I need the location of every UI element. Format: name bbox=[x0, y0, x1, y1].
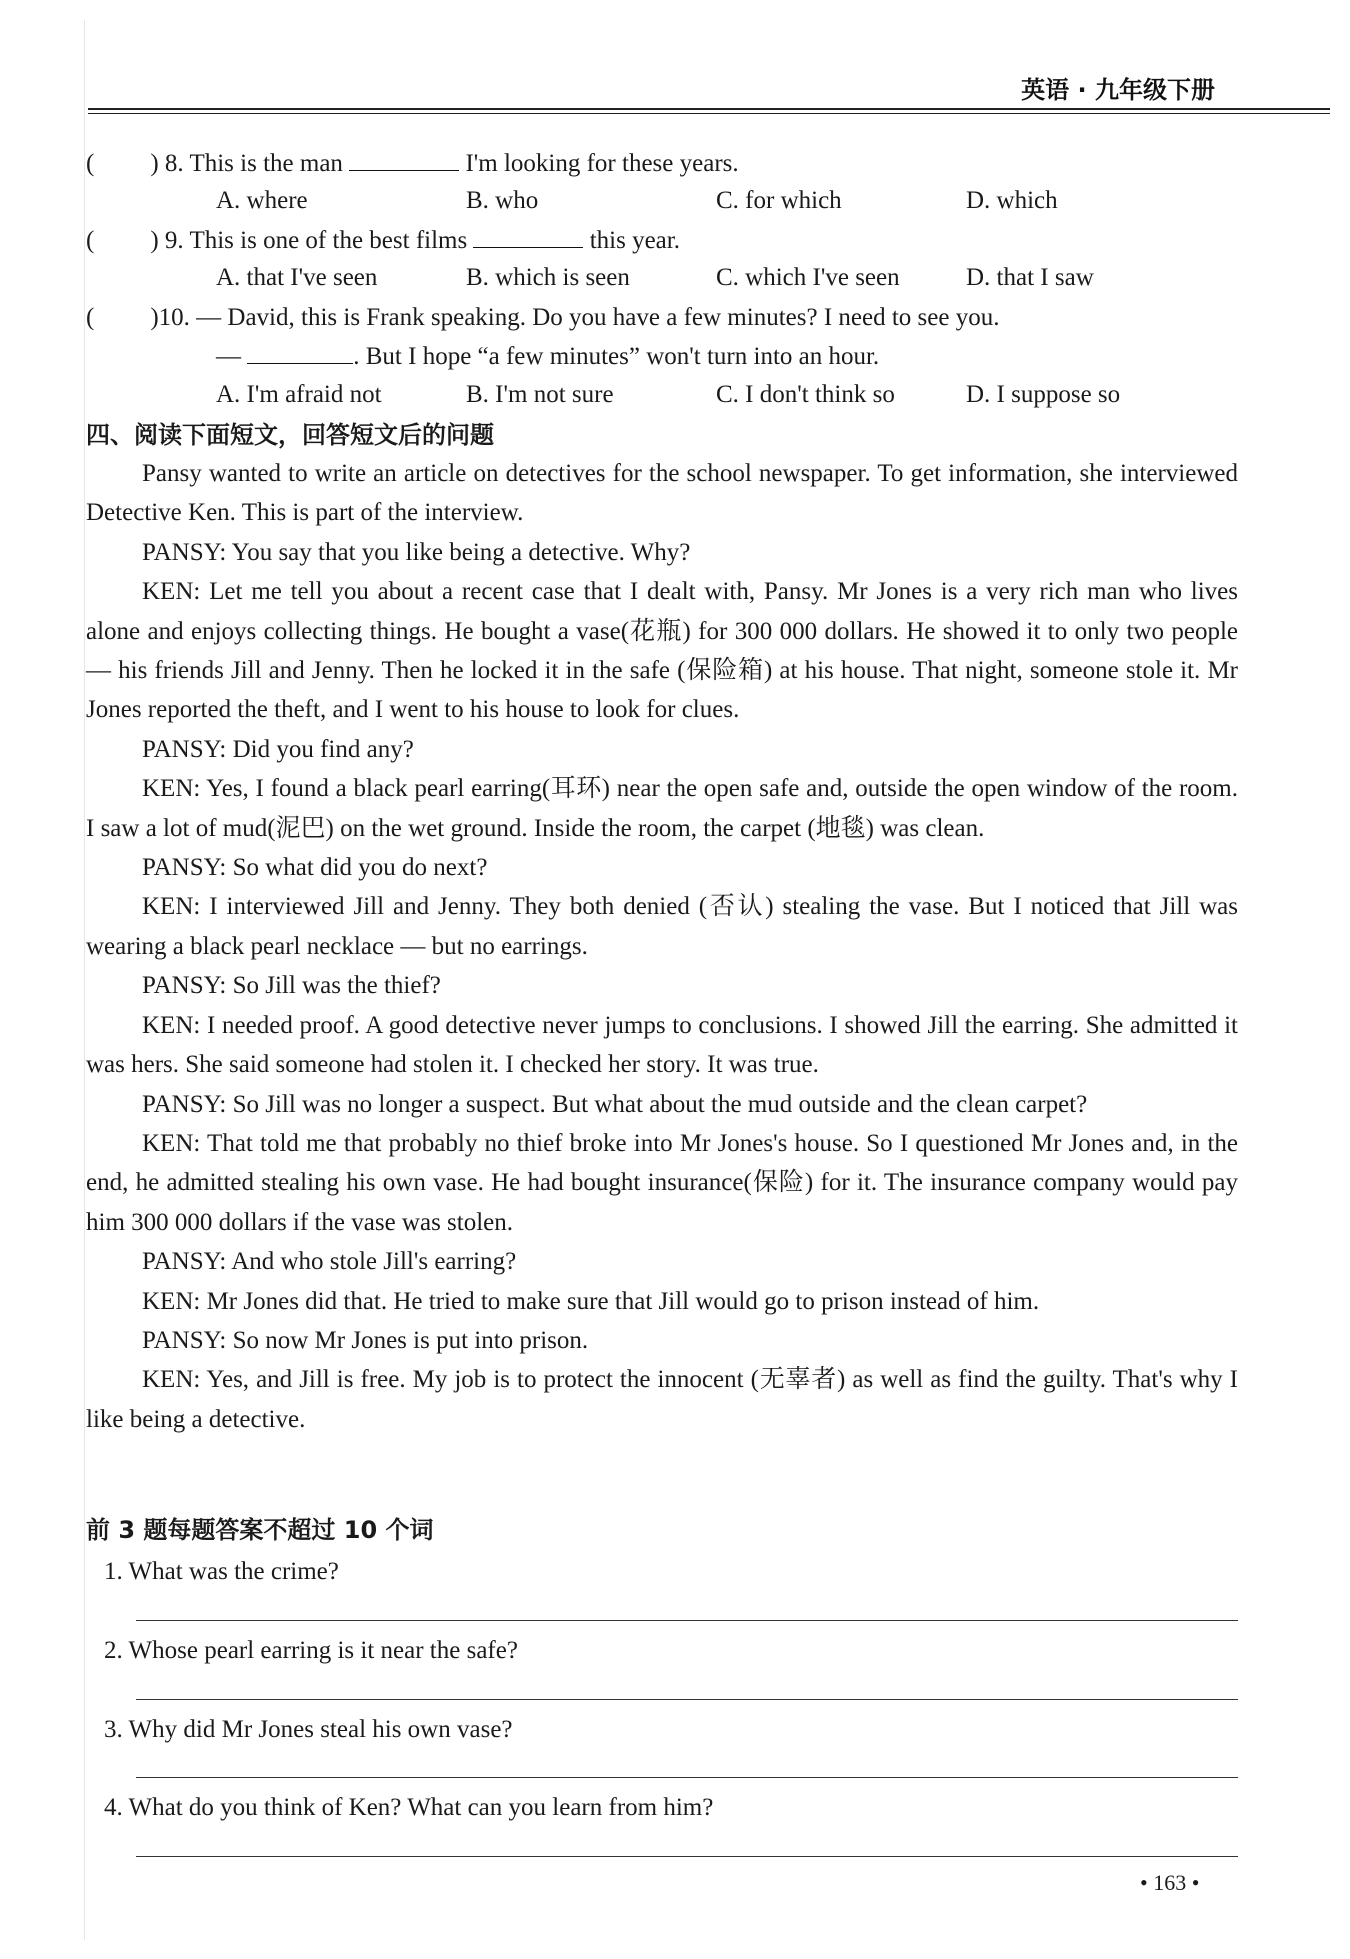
dialogue-line: PANSY: So Jill was no longer a suspect. But what about the mud outside and the clean carpet? bbox=[142, 1090, 1088, 1118]
answer-line-4[interactable] bbox=[136, 1856, 1238, 1857]
question-stem-end: this year. bbox=[589, 227, 680, 254]
answer-paren-open: ( bbox=[86, 227, 95, 254]
question-9 bbox=[86, 225, 680, 256]
dialogue-line: KEN: Let me tell you about a recent case that I dealt with, Pansy. Mr Jones is a very rich man who lives alone and enjoys collecting things. He bought a vase(花瓶) for 300 000 dollars. He showed it to only two people — his friends Jill and Jenny. Then he locked it in the safe (保险箱) at his house. That night, someone stole it. Mr Jones reported the theft, and I went to his house to look for clues. bbox=[86, 578, 1238, 724]
question-stem: This is the man bbox=[189, 150, 343, 177]
option-b: B. who bbox=[466, 187, 539, 214]
answer-line-1[interactable] bbox=[136, 1620, 1238, 1621]
dialogue-line: PANSY: You say that you like being a detective. Why? bbox=[142, 538, 691, 566]
dialogue-line: KEN: I needed proof. A good detective never jumps to conclusions. I showed Jill the earring. She admitted it was hers. She said someone had stolen it. I checked her story. It was true. bbox=[86, 1011, 1238, 1079]
option-c: C. I don't think so bbox=[716, 381, 895, 408]
question-stem-end: I'm looking for these years. bbox=[465, 150, 739, 177]
question-stem: — David, this is Frank speaking. Do you have a few minutes? I need to see you. bbox=[196, 304, 1000, 331]
dialogue-line: KEN: I interviewed Jill and Jenny. They both denied (否认) stealing the vase. But I noticed that Jill was wearing a black pearl necklace — but no earrings. bbox=[86, 893, 1238, 960]
option-c: C. which I've seen bbox=[716, 264, 900, 291]
question-number: 8. bbox=[164, 150, 184, 177]
answer-paren-close: ) bbox=[150, 227, 159, 254]
header-title: 英语 · 九年级下册 bbox=[1021, 76, 1215, 104]
short-answer-question-2: 2. Whose pearl earring is it near the safe? bbox=[104, 1637, 518, 1664]
answer-paren-open: ( bbox=[86, 304, 95, 331]
answer-paren-open: ( bbox=[86, 150, 95, 177]
question-8 bbox=[86, 148, 739, 179]
answer-line-3[interactable] bbox=[136, 1777, 1238, 1778]
question-10 bbox=[86, 303, 999, 333]
question-number: 10. bbox=[158, 304, 190, 331]
fill-blank[interactable] bbox=[349, 148, 459, 171]
dialogue-line: KEN: Mr Jones did that. He tried to make sure that Jill would go to prison instead of him. bbox=[142, 1287, 1040, 1315]
short-answer-question-1: 1. What was the crime? bbox=[104, 1558, 339, 1585]
answer-line-2[interactable] bbox=[136, 1699, 1238, 1700]
option-a: A. I'm afraid not bbox=[216, 381, 382, 408]
dialogue-line: KEN: Yes, I found a black pearl earring(耳环) near the open safe and, outside the open window of the room. I saw a lot of mud(泥巴) on the wet ground. Inside the room, the carpet (地毯) was clean. bbox=[86, 775, 1238, 842]
dialogue-line: PANSY: So now Mr Jones is put into prison. bbox=[142, 1326, 589, 1354]
answer-paren-close: ) bbox=[150, 304, 159, 331]
option-d: D. that I saw bbox=[966, 264, 1094, 291]
header-rule bbox=[88, 108, 1330, 110]
option-b: B. I'm not sure bbox=[466, 381, 614, 408]
option-d: D. which bbox=[966, 187, 1058, 214]
dialogue-line: KEN: Yes, and Jill is free. My job is to protect the innocent (无辜者) as well as find the guilty. That's why I like being a detective. bbox=[86, 1366, 1238, 1433]
option-d: D. I suppose so bbox=[966, 381, 1121, 408]
answer-instruction: 前 3 题每题答案不超过 10 个词 bbox=[86, 1516, 434, 1544]
dialogue-line: PANSY: And who stole Jill's earring? bbox=[142, 1248, 517, 1276]
option-a: A. where bbox=[216, 187, 308, 214]
fill-blank[interactable] bbox=[473, 225, 583, 248]
short-answer-question-4: 4. What do you think of Ken? What can you learn from him? bbox=[104, 1794, 714, 1821]
passage-paragraph: Pansy wanted to write an article on detectives for the school newspaper. To get information, she interviewed Detective Ken. This is part of the interview. bbox=[86, 460, 1238, 527]
option-a: A. that I've seen bbox=[216, 264, 378, 291]
question-stem: This is one of the best films bbox=[189, 227, 468, 254]
dialogue-line: PANSY: So Jill was the thief? bbox=[142, 972, 441, 1000]
answer-paren-close: ) bbox=[150, 150, 159, 177]
option-b: B. which is seen bbox=[466, 264, 630, 291]
question-number: 9. bbox=[164, 227, 184, 254]
section-heading: 四、阅读下面短文，回答短文后的问题 bbox=[86, 421, 494, 449]
dialogue-line: KEN: That told me that probably no thief broke into Mr Jones's house. So I questioned Mr Jones and, in the end, he admitted stealing his own vase. He had bought insurance(保险) for it. The insurance company would pay him 300 000 dollars if the vase was stolen. bbox=[86, 1129, 1238, 1236]
reply-text: . But I hope “a few minutes” won't turn into an hour. bbox=[353, 343, 880, 370]
question-10-reply bbox=[216, 341, 879, 372]
dialogue-line: PANSY: Did you find any? bbox=[142, 735, 414, 763]
reading-passage bbox=[86, 454, 1238, 1439]
page-number: • 163 • bbox=[1140, 1870, 1200, 1895]
option-c: C. for which bbox=[716, 187, 842, 214]
fill-blank[interactable] bbox=[247, 341, 353, 364]
dialogue-line: PANSY: So what did you do next? bbox=[142, 854, 488, 882]
page-binding-edge bbox=[84, 20, 85, 1940]
short-answer-question-3: 3. Why did Mr Jones steal his own vase? bbox=[104, 1716, 513, 1743]
reply-dash: — bbox=[216, 343, 241, 370]
header-rule-thin bbox=[88, 113, 1330, 114]
